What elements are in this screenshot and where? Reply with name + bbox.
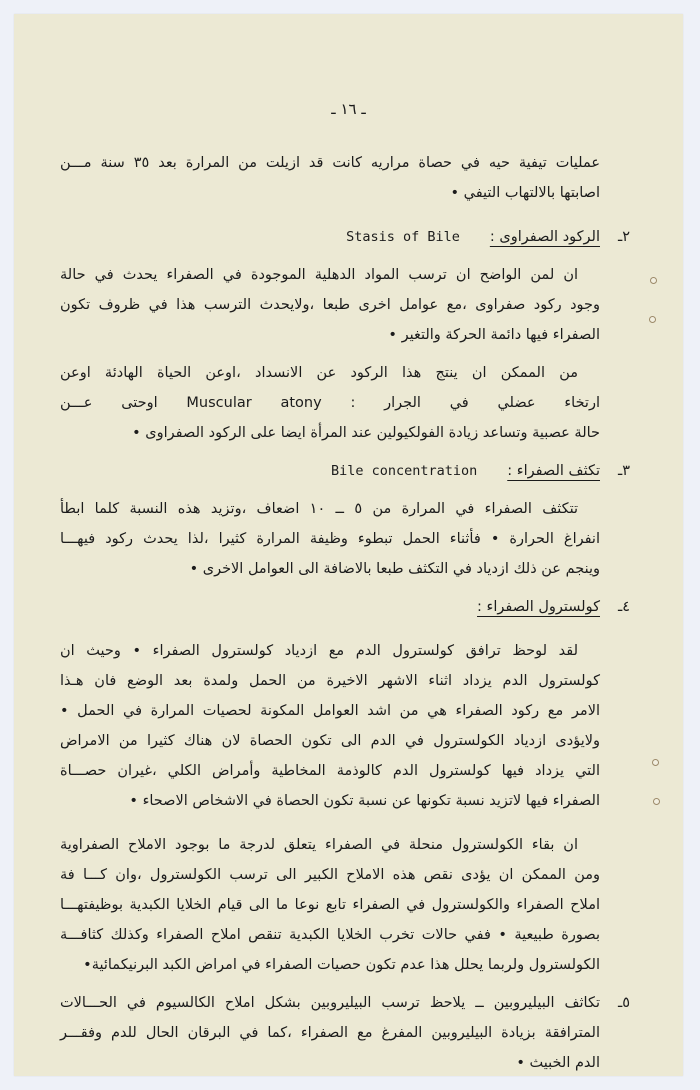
paragraph <box>60 636 630 816</box>
text-line: المترافقة بزيادة البيليروبين المفرغ مع الصفراء ،كما في البرقان الحال للدم وفقـــر <box>60 1025 600 1041</box>
section-bilirubin <box>60 988 630 1078</box>
page-number: ـ ١٦ ـ <box>331 100 366 118</box>
section-number: ٤ـ <box>617 599 630 615</box>
text-line: تكاثف البيليروبين ــ يلاحظ ترسب البيليروبين بشكل املاح الكالسيوم في الحـــالات <box>60 995 600 1011</box>
punch-hole-mark <box>652 759 659 766</box>
text-line: تتكثف الصفراء في المرارة من ٥ ــ ١٠ اضعاف ،وتزيد هذه النسبة كلما ابطأ <box>60 501 578 517</box>
text-line: الصفراء فيها دائمة الحركة والتغير • <box>388 327 600 343</box>
text-line: ولايؤدى ازدياد الكولسترول في الدم الى تكون الحصاة لان هناك كثيرا من الامراض <box>60 733 600 749</box>
section-heading-stasis <box>60 222 630 252</box>
text-line: من الممكن ان ينتج هذا الركود عن الانسداد ،اوعن الحياة الهادئة اوعن <box>60 365 578 381</box>
intro-paragraph <box>60 148 630 208</box>
text-line: املاح الصفراء والكولسترول في الصفراء تابع نوعا ما الى قيام الخلايا الكبدية بوظيفتهـــا <box>60 897 600 913</box>
text-line: الدم الخبيث • <box>516 1055 600 1071</box>
section-latin-title: Stasis of Bile <box>346 229 460 245</box>
text-line: كولسترول الدم يزداد اثناء الاشهر الاخيرة من الحمل ولمدة بعد الوضع فان هـذا <box>60 673 600 689</box>
section-title: كولسترول الصفراء : <box>477 599 600 615</box>
paragraph <box>60 830 630 980</box>
text-line: بصورة طبيعية • ففي حالات تخرب الخلايا الكبدية تنقص املاح الصفراء وكذلك كثافـــة <box>60 927 600 943</box>
text-line: الصفراء فيها لاتزيد نسبة تكونها عن نسبة تكون الحصاة في الاشخاص الاصحاء • <box>129 793 600 809</box>
text-line: اصابتها بالالتهاب التيفي • <box>450 185 600 201</box>
text-line: ان بقاء الكولسترول منحلة في الصفراء يتعلق لدرجة ما بوجود الاملاح الصفراوية <box>60 837 578 853</box>
text-line: وجود ركود صفراوى ،مع عوامل اخرى طبعا ،ولايحدث الترسب هذا في ظروف تكون <box>60 297 600 313</box>
section-heading-bilirubin <box>60 988 630 1018</box>
paragraph <box>60 260 630 350</box>
text-line: ارتخاء عضلي في الجرار : Muscular atony اوحتى عـــن <box>60 395 600 411</box>
section-number: ٣ـ <box>617 463 630 479</box>
section-heading-bile-concentration <box>60 456 630 486</box>
section-number: ٥ـ <box>617 995 630 1011</box>
text-line: ومن الممكن ان يؤدى نقص هذه الاملاح الكبير الى ترسب الكولسترول ،وان كـــا فة <box>60 867 600 883</box>
document-page <box>14 14 683 1076</box>
section-title: الركود الصفراوى : <box>489 229 600 245</box>
punch-hole-mark <box>650 277 657 284</box>
text-line: حالة عصبية وتساعد زيادة الفولكيولين عند المرأة ايضا على الركود الصفراوى • <box>132 425 600 441</box>
section-latin-title: Bile concentration <box>330 463 478 479</box>
paragraph <box>60 494 630 584</box>
text-line: انفراغ الحرارة • فأثناء الحمل تبطوء وظيفة المرارة كثيرا ،لذا يحدث ركود فيهـــا <box>60 531 600 547</box>
section-title: تكثف الصفراء : <box>507 463 600 479</box>
section-heading-bile-cholesterol <box>60 592 630 622</box>
text-line: وينجم عن ذلك ازدياد في التكثف طبعا بالاضافة الى العوامل الاخرى • <box>189 561 600 577</box>
punch-hole-mark <box>649 316 656 323</box>
text-line: لقد لوحظ ترافق كولسترول الدم مع ازدياد كولسترول الصفراء • وحيث ان <box>60 643 578 659</box>
paragraph <box>60 358 630 448</box>
text-line: الكولسترول ولربما يحلل هذا عدم تكون حصيات الصفراء في امراض الكبد البرنيكمائية• <box>83 957 600 973</box>
punch-hole-mark <box>653 798 660 805</box>
document-body <box>60 148 630 1078</box>
text-line: الامر مع ركود الصفراء هي من اشد العوامل المكونة لحصيات المرارة في الحمل • <box>60 703 600 719</box>
text-line: التي يزداد فيها كولسترول الدم كالوذمة المخاطية وأمراض الكلي ،غيران حصـــاة <box>60 763 600 779</box>
section-number: ٢ـ <box>617 229 630 245</box>
text-line: ان لمن الواضح ان ترسب المواد الدهلية الموجودة في الصفراء يحدث في حالة <box>60 267 578 283</box>
text-line: عمليات تيفية حيه في حصاة مراريه كانت قد ازيلت من المرارة بعد ٣٥ سنة مـــن <box>60 155 600 171</box>
